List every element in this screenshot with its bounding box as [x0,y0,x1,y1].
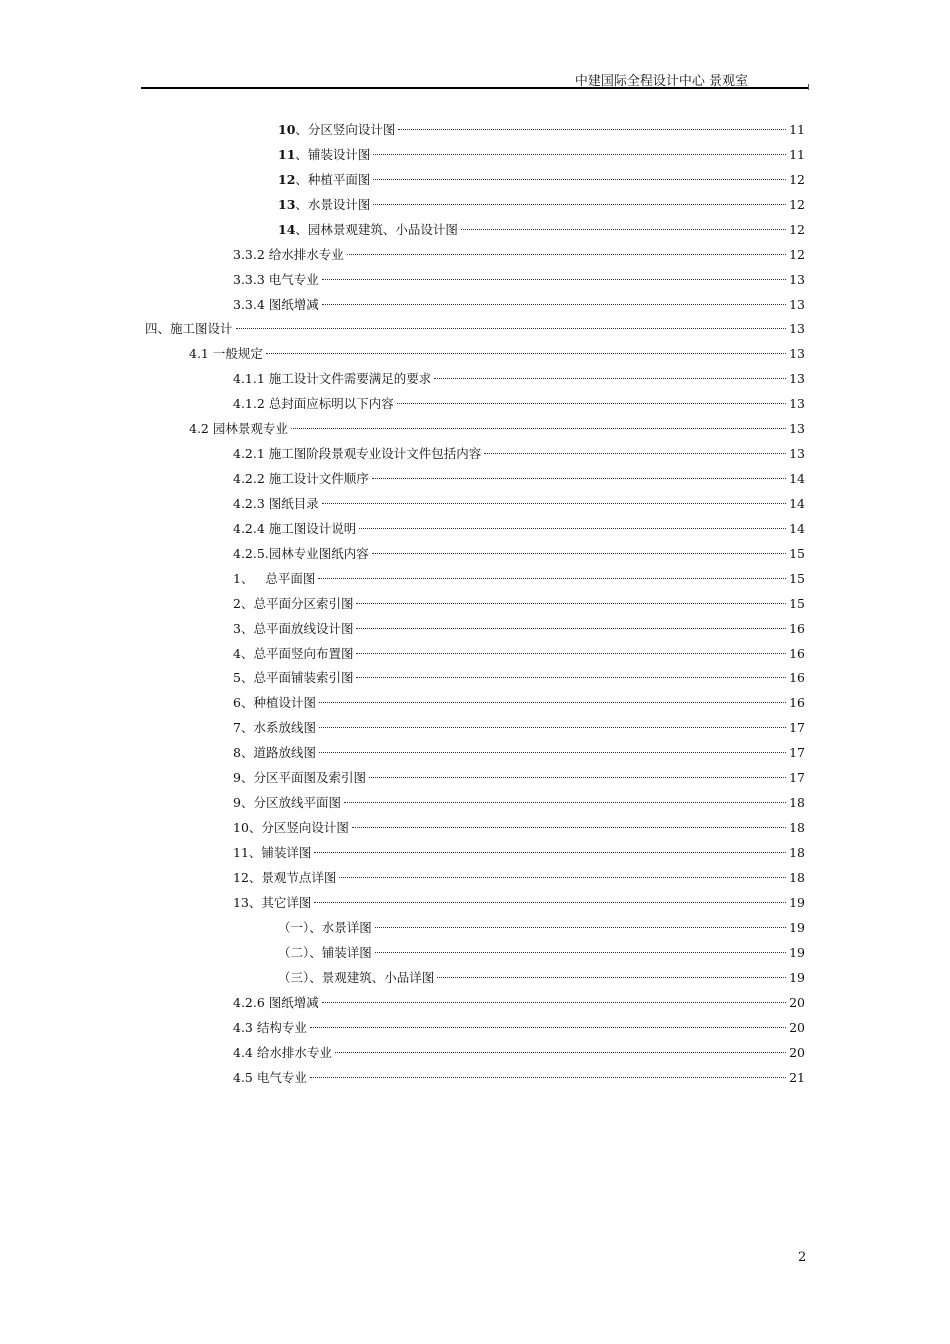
toc-entry-page: 13 [789,297,805,312]
toc-entry[interactable] [233,245,805,265]
toc-entry[interactable] [233,1043,805,1063]
toc-entry-page: 20 [789,1045,805,1060]
toc-entry[interactable] [233,394,805,414]
toc-entry-title: 3.3.2 给水排水专业 [233,247,344,262]
toc-entry[interactable] [278,918,805,938]
toc-leader [314,902,786,903]
running-header: 中建国际全程设计中心 景观室 [574,74,748,89]
toc-entry-title: 3.3.3 电气专业 [233,272,319,287]
toc-entry-page: 15 [789,546,805,561]
toc-entry-page: 18 [789,845,805,860]
toc-entry-title: 、园林景观建筑、小品设计图 [295,222,458,237]
toc-entry[interactable] [233,718,805,738]
toc-entry[interactable] [233,469,805,489]
toc-entry-title: 4.1.1 施工设计文件需要满足的要求 [233,371,432,386]
toc-leader [314,852,786,853]
toc-entry[interactable] [233,743,805,763]
toc-leader [310,1077,786,1078]
toc-entry[interactable] [233,519,805,539]
toc-leader [372,478,786,479]
toc-entry-title: 3、总平面放线设计图 [233,621,354,636]
toc-leader [322,1002,786,1003]
toc-leader [319,702,786,703]
header-rule-tick [808,84,809,90]
toc-entry-page: 19 [789,970,805,985]
toc-entry-title: 4.2.6 图纸增减 [233,995,319,1010]
toc-entry[interactable] [233,843,805,863]
toc-entry-page: 19 [789,945,805,960]
toc-entry-page: 12 [789,247,805,262]
toc-entry[interactable] [189,344,805,364]
toc-entry[interactable] [233,295,805,315]
toc-leader [318,578,786,579]
toc-entry-page: 11 [789,147,805,162]
toc-entry-page: 16 [789,670,805,685]
toc-leader [484,453,786,454]
toc-entry-title: 2、总平面分区索引图 [233,596,354,611]
toc-entry-title: 四、施工图设计 [145,321,233,336]
toc-entry[interactable] [278,145,805,165]
toc-entry-title: 7、水系放线图 [233,720,316,735]
toc-entry-title: 13、其它详图 [233,895,312,910]
toc-entry[interactable] [278,170,805,190]
toc-entry-title: 4.2 园林景观专业 [189,421,288,436]
toc-entry[interactable] [233,868,805,888]
toc-entry-page: 12 [789,197,805,212]
toc-leader [375,927,786,928]
toc-leader [319,752,786,753]
toc-entry[interactable] [233,1018,805,1038]
toc-entry-title: 4.1.2 总封面应标明以下内容 [233,396,394,411]
toc-entry[interactable] [233,619,805,639]
toc-entry-number: 13 [278,197,296,212]
toc-leader [335,1052,786,1053]
toc-entry[interactable] [278,943,805,963]
toc-entry-page: 14 [789,496,805,511]
toc-entry-number: 11 [278,147,296,162]
toc-entry-title: （二）、铺装详图 [278,945,372,960]
toc-entry[interactable] [278,968,805,988]
toc-entry-title: 4.3 结构专业 [233,1020,307,1035]
toc-entry-title: 、水景设计图 [295,197,371,212]
toc-entry-page: 18 [789,820,805,835]
toc-entry-title: 4.5 电气专业 [233,1070,307,1085]
toc-entry[interactable] [233,270,805,290]
toc-entry[interactable] [233,444,805,464]
toc-entry-title: 4.2.4 施工图设计说明 [233,521,357,536]
toc-entry-title: 、分区竖向设计图 [295,122,396,137]
toc-leader [310,1027,786,1028]
toc-entry-page: 17 [789,770,805,785]
toc-entry-title: 、种植平面图 [295,172,371,187]
toc-entry[interactable] [233,644,805,664]
toc-entry-page: 16 [789,646,805,661]
toc-leader [373,154,786,155]
toc-leader [356,677,786,678]
toc-leader [372,553,786,554]
toc-leader [291,428,786,429]
toc-entry-page: 16 [789,695,805,710]
toc-entry-number: 14 [278,222,296,237]
toc-entry-page: 11 [789,122,805,137]
toc-entry-page: 12 [789,222,805,237]
toc-entry-page: 19 [789,895,805,910]
toc-leader [344,802,786,803]
toc-entry-title: 6、种植设计图 [233,695,316,710]
toc-entry-page: 13 [789,446,805,461]
toc-entry[interactable] [233,693,805,713]
toc-leader [434,378,786,379]
toc-entry-title: 12、景观节点详图 [233,870,337,885]
toc-entry-page: 21 [789,1070,805,1085]
toc-entry-title: 9、分区放线平面图 [233,795,341,810]
toc-entry-title: 9、分区平面图及索引图 [233,770,366,785]
toc-leader [236,328,786,329]
toc-leader [352,827,786,828]
toc-leader [359,528,786,529]
toc-entry-page: 13 [789,421,805,436]
toc-entry-page: 20 [789,1020,805,1035]
toc-entry[interactable] [233,893,805,913]
toc-entry-title: （一）、水景详图 [278,920,372,935]
toc-entry-page: 13 [789,321,805,336]
toc-entry-page: 13 [789,346,805,361]
toc-entry[interactable] [278,195,805,215]
toc-entry[interactable] [233,1068,805,1088]
toc-entry-title: 8、道路放线图 [233,745,316,760]
toc-leader [322,503,786,504]
toc-entry[interactable] [233,993,805,1013]
toc-entry-page: 15 [789,596,805,611]
toc-entry-page: 20 [789,995,805,1010]
toc-entry-title: 3.3.4 图纸增减 [233,297,319,312]
toc-entry-title: 4.2.3 图纸目录 [233,496,319,511]
toc-entry-page: 12 [789,172,805,187]
toc-entry-title: 、铺装设计图 [295,147,371,162]
toc-entry-title: 1、 总平面图 [233,571,316,586]
toc-entry-title: 4、总平面竖向布置图 [233,646,354,661]
toc-entry[interactable] [233,594,805,614]
toc-entry-page: 18 [789,795,805,810]
toc-entry-page: 13 [789,371,805,386]
toc-leader [461,229,786,230]
toc-entry-page: 14 [789,521,805,536]
toc-leader [322,279,786,280]
toc-entry[interactable] [233,544,805,564]
toc-leader [356,628,786,629]
toc-leader [437,977,786,978]
toc-leader [369,777,786,778]
toc-leader [266,353,786,354]
toc-entry-page: 17 [789,720,805,735]
toc-leader [373,204,786,205]
toc-leader [375,952,786,953]
toc-entry[interactable] [233,569,805,589]
toc-entry-title: 4.2.5.园林专业图纸内容 [233,546,369,561]
toc-entry[interactable] [233,768,805,788]
toc-entry-title: 4.1 一般规定 [189,346,263,361]
toc-entry-title: 4.2.1 施工图阶段景观专业设计文件包括内容 [233,446,482,461]
toc-leader [398,129,786,130]
toc-entry-title: 4.4 给水排水专业 [233,1045,332,1060]
toc-entry-page: 19 [789,920,805,935]
toc-leader [373,179,786,180]
toc-leader [339,877,786,878]
header-rule [141,87,809,89]
toc-leader [397,403,786,404]
toc-entry-page: 15 [789,571,805,586]
toc-entry-page: 16 [789,621,805,636]
toc-entry-page: 14 [789,471,805,486]
toc-entry-number: 10 [278,122,296,137]
toc-entry-title: 10、分区竖向设计图 [233,820,349,835]
toc-entry[interactable] [233,494,805,514]
toc-entry-title: 5、总平面铺装索引图 [233,670,354,685]
toc-entry[interactable] [189,419,805,439]
toc-entry-number: 12 [278,172,296,187]
toc-leader [322,304,786,305]
toc-entry-title: （三）、景观建筑、小品详图 [278,970,435,985]
toc-entry-title: 4.2.2 施工设计文件顺序 [233,471,369,486]
toc-entry-page: 13 [789,396,805,411]
toc-entry[interactable] [145,319,805,339]
toc-entry[interactable] [233,369,805,389]
toc-entry[interactable] [278,120,805,140]
toc-entry-page: 13 [789,272,805,287]
toc-entry[interactable] [233,668,805,688]
toc-leader [356,603,786,604]
toc-entry-page: 17 [789,745,805,760]
toc-leader [356,653,786,654]
toc-entry-title: 11、铺装详图 [233,845,312,860]
toc-leader [347,254,786,255]
toc-entry-page: 18 [789,870,805,885]
toc-entry[interactable] [233,793,805,813]
toc-entry[interactable] [278,220,805,240]
toc-entry[interactable] [233,818,805,838]
page-number: 2 [798,1250,807,1265]
toc-leader [319,727,786,728]
